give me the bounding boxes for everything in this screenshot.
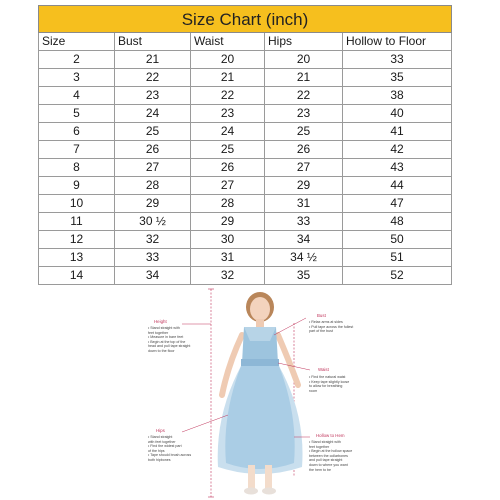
cell-hollow-to-floor: 38 — [343, 87, 452, 105]
cell-hollow-to-floor: 43 — [343, 159, 452, 177]
face-shape — [250, 297, 270, 321]
hollow-to-hem-instructions: • Stand straight with feet together • Begin at the hollow space between the collarbones and pull tape straight down to where you want the hem to be — [309, 440, 353, 472]
size-chart-body — [39, 51, 452, 285]
title-row — [39, 6, 452, 33]
hips-instructions: • Stand straight with feet together • Find the widest part of the hips • Tape should brush across both hipbones — [148, 435, 192, 462]
cell-waist: 22 — [191, 87, 265, 105]
cell-bust: 28 — [115, 177, 191, 195]
cell-hollow-to-floor: 35 — [343, 69, 452, 87]
hips-label: Hips — [156, 428, 165, 433]
cell-size: 13 — [39, 249, 115, 267]
cell-hips: 29 — [265, 177, 343, 195]
cell-waist: 25 — [191, 141, 265, 159]
cell-bust: 21 — [115, 51, 191, 69]
cell-size: 10 — [39, 195, 115, 213]
cell-bust: 26 — [115, 141, 191, 159]
measurement-diagram — [110, 285, 390, 500]
cell-hips: 27 — [265, 159, 343, 177]
table-row — [39, 141, 452, 159]
table-row — [39, 249, 452, 267]
cell-hips: 21 — [265, 69, 343, 87]
table-row — [39, 231, 452, 249]
cell-waist: 29 — [191, 213, 265, 231]
cell-waist: 26 — [191, 159, 265, 177]
column-header-waist: Waist — [191, 33, 265, 51]
cell-bust: 29 — [115, 195, 191, 213]
column-header-size: Size — [39, 33, 115, 51]
cell-bust: 33 — [115, 249, 191, 267]
cell-hollow-to-floor: 42 — [343, 141, 452, 159]
cell-size: 14 — [39, 267, 115, 285]
waist-instructions: • Find the natural waist • Keep tape slightly loose to allow for breathing room — [309, 375, 350, 393]
waist-label: Waist — [318, 367, 329, 372]
table-row — [39, 123, 452, 141]
cell-hollow-to-floor: 51 — [343, 249, 452, 267]
cell-hips: 35 — [265, 267, 343, 285]
cell-hips: 25 — [265, 123, 343, 141]
height-instructions: • Stand straight with feet together • Measure in bare feet • Begin at the top of the head and pull tape straight down to the floor — [148, 326, 191, 353]
cell-waist: 23 — [191, 105, 265, 123]
cell-waist: 20 — [191, 51, 265, 69]
cell-size: 6 — [39, 123, 115, 141]
cell-hips: 34 — [265, 231, 343, 249]
cell-hollow-to-floor: 41 — [343, 123, 452, 141]
cell-size: 5 — [39, 105, 115, 123]
size-chart-table — [38, 5, 452, 285]
cell-hips: 33 — [265, 213, 343, 231]
cell-hips: 20 — [265, 51, 343, 69]
cell-size: 3 — [39, 69, 115, 87]
cell-hollow-to-floor: 48 — [343, 213, 452, 231]
table-row — [39, 195, 452, 213]
cell-waist: 27 — [191, 177, 265, 195]
cell-waist: 32 — [191, 267, 265, 285]
cell-waist: 31 — [191, 249, 265, 267]
table-row — [39, 159, 452, 177]
table-row — [39, 267, 452, 285]
cell-hips: 26 — [265, 141, 343, 159]
cell-size: 8 — [39, 159, 115, 177]
table-row — [39, 105, 452, 123]
cell-hollow-to-floor: 33 — [343, 51, 452, 69]
cell-waist: 24 — [191, 123, 265, 141]
table-row — [39, 213, 452, 231]
cell-bust: 25 — [115, 123, 191, 141]
cell-waist: 28 — [191, 195, 265, 213]
cell-bust: 32 — [115, 231, 191, 249]
cell-hips: 22 — [265, 87, 343, 105]
cell-bust: 34 — [115, 267, 191, 285]
cell-size: 4 — [39, 87, 115, 105]
cell-hips: 31 — [265, 195, 343, 213]
cell-bust: 24 — [115, 105, 191, 123]
cell-hollow-to-floor: 44 — [343, 177, 452, 195]
table-row — [39, 51, 452, 69]
cell-waist: 21 — [191, 69, 265, 87]
cell-size: 12 — [39, 231, 115, 249]
column-header-hollow-to-floor: Hollow to Floor — [343, 33, 452, 51]
cell-hips: 23 — [265, 105, 343, 123]
bust-pointer — [274, 318, 306, 335]
cell-size: 7 — [39, 141, 115, 159]
table-row — [39, 177, 452, 195]
bust-instructions: • Relax arms at sides • Pull tape across the fullest part of the bust — [309, 320, 354, 334]
cell-bust: 30 ½ — [115, 213, 191, 231]
cell-waist: 30 — [191, 231, 265, 249]
table-row — [39, 69, 452, 87]
header-row — [39, 33, 452, 51]
column-header-hips: Hips — [265, 33, 343, 51]
cell-hollow-to-floor: 47 — [343, 195, 452, 213]
cell-bust: 23 — [115, 87, 191, 105]
cell-bust: 27 — [115, 159, 191, 177]
cell-size: 2 — [39, 51, 115, 69]
cell-bust: 22 — [115, 69, 191, 87]
cell-hollow-to-floor: 50 — [343, 231, 452, 249]
cell-hips: 34 ½ — [265, 249, 343, 267]
table-row — [39, 87, 452, 105]
cell-hollow-to-floor: 52 — [343, 267, 452, 285]
cell-hollow-to-floor: 40 — [343, 105, 452, 123]
size-chart-title: Size Chart (inch) — [39, 6, 452, 33]
height-label: Height — [154, 319, 167, 324]
bust-label: Bust — [317, 313, 326, 318]
column-header-bust: Bust — [115, 33, 191, 51]
cell-size: 11 — [39, 213, 115, 231]
hollow-to-hem-label: Hollow to Hem — [316, 433, 345, 438]
cell-size: 9 — [39, 177, 115, 195]
